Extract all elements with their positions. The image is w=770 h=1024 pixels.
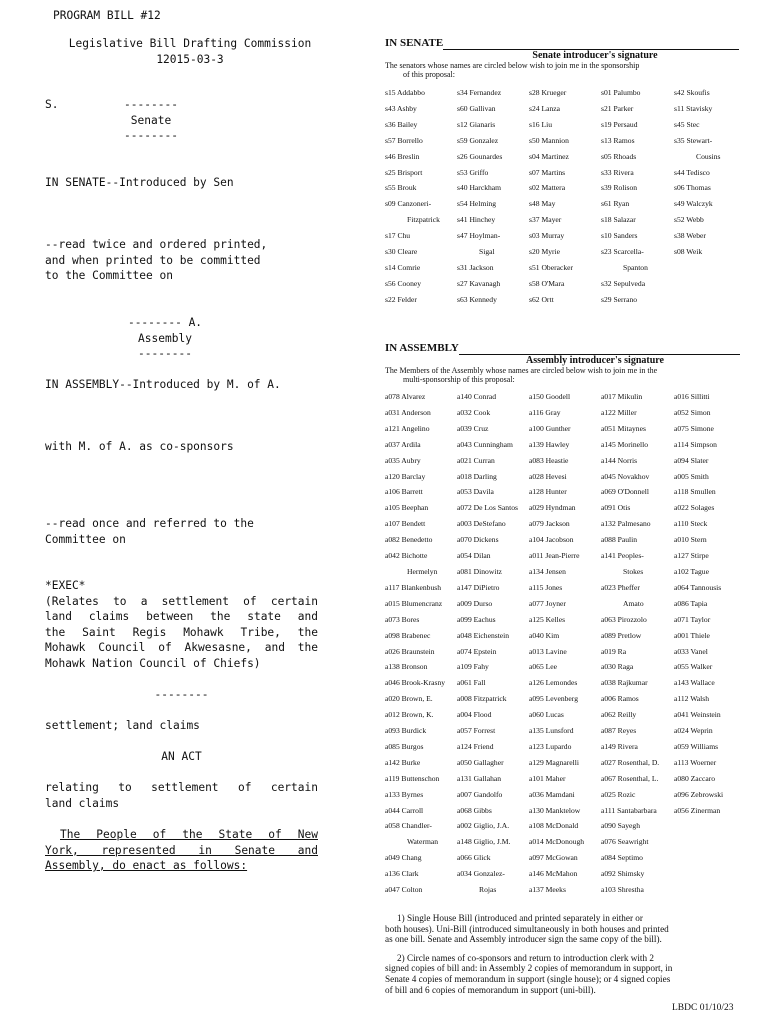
sponsor-name[interactable]: s35 Stewart- xyxy=(674,135,713,145)
an-act-heading: AN ACT xyxy=(161,750,202,763)
sponsor-name[interactable]: s31 Jackson xyxy=(457,262,494,272)
sponsor-name[interactable]: a022 Solages xyxy=(674,503,715,513)
sponsor-name[interactable]: a114 Simpson xyxy=(674,439,717,449)
sponsor-name[interactable]: a145 Morinello xyxy=(601,439,649,449)
sponsor-name[interactable]: s56 Cooney xyxy=(385,278,422,288)
sponsor-name[interactable]: a092 Shimsky xyxy=(601,869,645,879)
senate-signature-caption: Senate introducer's signature xyxy=(532,50,658,61)
sponsor-name[interactable]: s18 Salazar xyxy=(601,215,636,225)
sponsor-name[interactable] xyxy=(674,260,745,276)
sponsor-name[interactable]: a050 Gallagher xyxy=(457,757,504,767)
sponsor-name[interactable]: a109 Fahy xyxy=(457,662,489,672)
sponsor-name[interactable]: a001 Thiele xyxy=(674,630,710,640)
assembly-label: Assembly xyxy=(138,331,192,345)
sponsor-name[interactable]: s30 Cleare xyxy=(385,247,418,257)
sponsor-name[interactable]: a119 Buttenschon xyxy=(385,773,440,783)
sponsor-name[interactable]: s17 Chu xyxy=(385,231,411,241)
sponsor-name[interactable]: a020 Brown, E. xyxy=(385,694,433,704)
sponsor-name[interactable]: a115 Jones xyxy=(529,582,563,592)
sponsor-name[interactable]: s43 Ashby xyxy=(385,103,417,113)
relates-line: Mohawk Council of Akwesasne, and the xyxy=(45,641,318,654)
sponsor-name[interactable]: s23 Scarcella- xyxy=(601,247,644,257)
sponsor-name[interactable]: a072 De Los Santos xyxy=(457,503,518,513)
commission-header xyxy=(52,36,328,67)
sponsor-name[interactable]: s11 Stavisky xyxy=(674,103,713,113)
sponsor-name[interactable]: a120 Barclay xyxy=(385,471,426,481)
sponsor-name[interactable]: a147 DiPietro xyxy=(457,582,500,592)
sponsor-name[interactable]: a112 Walsh xyxy=(674,694,710,704)
instruction-line: The senators whose names are circled below wish to join me in the sponsorship xyxy=(385,61,640,70)
sponsor-name[interactable]: a091 Otis xyxy=(601,503,631,513)
sponsor-name[interactable]: a019 Ra xyxy=(601,646,627,656)
sponsor-name[interactable]: s45 Stec xyxy=(674,119,700,129)
sponsor-name[interactable]: a137 Meeks xyxy=(529,885,566,895)
sponsor-name[interactable]: Fitzpatrick xyxy=(407,215,440,225)
sponsor-name[interactable]: a066 Glick xyxy=(457,853,491,863)
sponsor-name[interactable]: s25 Brisport xyxy=(385,167,423,177)
sponsor-name[interactable]: a057 Forrest xyxy=(457,726,496,736)
sponsor-name[interactable]: a140 Conrad xyxy=(457,392,497,401)
sponsor-name[interactable]: a030 Raga xyxy=(601,662,634,672)
sponsor-name[interactable]: a023 Pheffer xyxy=(601,582,640,592)
note-single-house xyxy=(385,913,750,945)
sponsor-name[interactable]: s29 Serrano xyxy=(601,294,638,304)
sponsor-name[interactable]: a100 Gunther xyxy=(529,423,571,433)
bill-summary xyxy=(45,578,318,671)
relates-line: Mohawk Nation Council of Chiefs) xyxy=(45,656,261,670)
sponsor-name[interactable]: a002 Giglio, J.A. xyxy=(457,821,510,831)
sponsor-name[interactable]: s41 Hinchey xyxy=(457,215,496,225)
sponsor-name[interactable]: a104 Jacobson xyxy=(529,535,574,545)
keywords: settlement; land claims xyxy=(45,719,200,732)
sponsor-name[interactable]: s19 Persaud xyxy=(601,119,638,129)
senate-label: Senate xyxy=(130,113,172,127)
sponsor-name[interactable]: s60 Gallivan xyxy=(457,103,496,113)
assembly-signature-line xyxy=(385,342,745,355)
sponsor-name[interactable]: Cousins xyxy=(696,151,721,161)
sponsor-name[interactable]: a082 Benedetto xyxy=(385,535,433,545)
sponsor-name[interactable]: a138 Bronson xyxy=(385,662,428,672)
sponsor-name[interactable]: a125 Kelles xyxy=(529,614,566,624)
sponsor-name[interactable] xyxy=(674,818,745,834)
senate-member-roster xyxy=(385,85,745,308)
sponsor-name[interactable]: a146 McMahon xyxy=(529,869,578,879)
sponsor-name[interactable]: s03 Murray xyxy=(529,231,565,241)
sponsor-name[interactable]: a009 Durso xyxy=(457,598,493,608)
sponsor-name[interactable]: a097 McGowan xyxy=(529,853,578,863)
sponsor-name[interactable]: a058 Chandler- xyxy=(385,821,432,831)
instruction-line: of this proposal: xyxy=(403,70,455,79)
sponsor-name[interactable]: a134 Jensen xyxy=(529,566,566,576)
sponsor-name[interactable]: a006 Ramos xyxy=(601,694,639,704)
sponsor-name[interactable]: a043 Cunningham xyxy=(457,439,513,449)
sponsor-name[interactable]: s46 Breslin xyxy=(385,151,420,161)
senate-referral-line: to the Committee on xyxy=(45,269,173,282)
relates-line: the Saint Regis Mohawk Tribe, the xyxy=(45,625,318,639)
sponsor-name[interactable]: s52 Webb xyxy=(674,215,704,225)
sponsor-name[interactable]: a049 Chang xyxy=(385,853,422,863)
sponsor-name[interactable]: a015 Blumencranz xyxy=(385,598,443,608)
bill-number-blank: -------- xyxy=(124,98,178,111)
filing-notes xyxy=(385,913,750,995)
sponsor-name[interactable]: s22 Felder xyxy=(385,294,417,304)
sponsor-name[interactable]: s21 Parker xyxy=(601,103,634,113)
note-line: Senate 4 copies of memorandum in support (single house); or 4 signed copies xyxy=(385,973,671,984)
sponsor-name[interactable]: a106 Barrett xyxy=(385,487,423,497)
senate-referral xyxy=(45,237,267,284)
sponsor-name[interactable]: a105 Beephan xyxy=(385,503,429,513)
sponsor-name[interactable]: s48 May xyxy=(529,199,556,209)
sponsor-name[interactable]: a089 Pretlow xyxy=(601,630,642,640)
sponsor-name[interactable]: a025 Rozic xyxy=(601,789,636,799)
sponsor-name[interactable]: a032 Cook xyxy=(457,407,491,417)
sponsor-name[interactable]: a051 Mitaynes xyxy=(601,423,646,433)
sponsor-name[interactable]: a079 Jackson xyxy=(529,519,570,529)
sponsor-name[interactable]: s34 Fernandez xyxy=(457,88,502,97)
sponsor-name[interactable]: s37 Mayer xyxy=(529,215,562,225)
sponsor-name[interactable]: a131 Gallahan xyxy=(457,773,502,783)
sponsor-name[interactable]: a149 Rivera xyxy=(601,741,638,751)
sponsor-name[interactable]: a107 Bendett xyxy=(385,519,426,529)
sponsor-name[interactable]: a142 Burke xyxy=(385,757,421,767)
sponsor-name[interactable] xyxy=(674,882,745,898)
sponsor-name[interactable]: s32 Sepulveda xyxy=(601,278,646,288)
sponsor-name[interactable]: a068 Gibbs xyxy=(457,805,492,815)
sponsor-name[interactable]: a035 Aubry xyxy=(385,455,421,465)
sponsor-name[interactable]: a099 Eachus xyxy=(457,614,496,624)
sponsor-name[interactable]: s28 Krueger xyxy=(529,88,567,97)
sponsor-name[interactable]: a108 McDonald xyxy=(529,821,579,831)
sponsor-name[interactable]: a094 Slater xyxy=(674,455,709,465)
senate-signature-field[interactable] xyxy=(443,37,739,50)
sponsor-name[interactable]: a047 Colton xyxy=(385,885,423,895)
sponsor-name[interactable]: Stokes xyxy=(623,566,644,576)
sponsor-name[interactable]: s05 Rhoads xyxy=(601,151,637,161)
sponsor-name[interactable]: a012 Brown, K. xyxy=(385,710,434,720)
sponsor-name[interactable]: a148 Giglio, J.M. xyxy=(457,837,511,847)
sponsor-name[interactable]: a056 Zinerman xyxy=(674,805,721,815)
sponsor-name[interactable]: s24 Lanza xyxy=(529,103,560,113)
sponsor-name[interactable]: a144 Norris xyxy=(601,455,638,465)
sponsor-name[interactable]: a095 Levenberg xyxy=(529,694,578,704)
exec-tag: *EXEC* xyxy=(45,579,86,592)
enacting-clause xyxy=(45,827,318,874)
sponsor-name[interactable]: s02 Mattera xyxy=(529,183,566,193)
sponsor-name[interactable]: a087 Reyes xyxy=(601,726,637,736)
sponsor-name[interactable]: a055 Walker xyxy=(674,662,713,672)
sponsor-name[interactable]: a111 Santabarbara xyxy=(601,805,657,815)
enacting-line: The People of the State of New xyxy=(60,828,318,841)
sponsor-name[interactable]: s10 Sanders xyxy=(601,231,638,241)
sponsor-name[interactable]: a126 Lemondes xyxy=(529,678,578,688)
senate-bill-box xyxy=(108,97,194,144)
sponsor-name[interactable]: a016 Sillitti xyxy=(674,392,710,401)
sponsor-name[interactable] xyxy=(674,292,745,308)
sponsor-name[interactable]: a039 Cruz xyxy=(457,423,489,433)
sponsor-name[interactable] xyxy=(674,276,745,292)
sponsor-name[interactable]: a005 Smith xyxy=(674,471,709,481)
sponsor-name[interactable]: a086 Tapia xyxy=(674,598,708,608)
sponsor-name[interactable]: a150 Goodell xyxy=(529,392,571,401)
senate-introduction: IN SENATE--Introduced by Sen xyxy=(45,176,234,189)
bill-number-blank: -------- A. xyxy=(127,316,203,329)
sponsor-name[interactable]: s08 Weik xyxy=(674,247,703,257)
assembly-bill-box xyxy=(115,315,215,362)
sponsor-name[interactable]: a116 Gray xyxy=(529,407,561,417)
sponsor-name[interactable]: s14 Comrie xyxy=(385,262,421,272)
sponsor-name[interactable]: s63 Kennedy xyxy=(457,294,497,304)
sponsor-name[interactable]: s58 O'Mara xyxy=(529,278,565,288)
sponsor-name[interactable]: s39 Rolison xyxy=(601,183,638,193)
sponsor-name[interactable]: a010 Stern xyxy=(674,535,707,545)
sponsor-name[interactable]: a070 Dickens xyxy=(457,535,499,545)
sponsor-name[interactable]: s47 Hoylman- xyxy=(457,231,501,241)
sponsor-name[interactable]: a048 Eichenstein xyxy=(457,630,510,640)
sponsor-name[interactable]: a080 Zaccaro xyxy=(674,773,716,783)
note-line: 2) Circle names of co-sponsors and return to introduction clerk with 2 xyxy=(397,952,654,963)
sponsor-name[interactable]: s16 Liu xyxy=(529,119,552,129)
sponsor-name[interactable]: Sigal xyxy=(479,247,495,257)
note-line: of bill and 6 copies of memorandum in support (uni-bill). xyxy=(385,984,596,995)
sponsor-name[interactable]: s54 Helming xyxy=(457,199,497,209)
assembly-referral-line: --read once and referred to the xyxy=(45,517,254,530)
note-line: as one bill. Senate and Assembly introducer sign the same copy of the bill). xyxy=(385,934,662,945)
sponsor-name[interactable]: a046 Brook-Krasny xyxy=(385,678,446,688)
assembly-sponsorship-section xyxy=(385,342,745,898)
sponsor-name[interactable]: a033 Vanel xyxy=(674,646,708,656)
sponsor-name[interactable]: s01 Palumbo xyxy=(601,88,641,97)
sponsor-name[interactable]: a064 Tannousis xyxy=(674,582,722,592)
sponsor-name[interactable]: a093 Burdick xyxy=(385,726,427,736)
sponsor-name[interactable]: s27 Kavanagh xyxy=(457,278,501,288)
sponsor-name[interactable]: a133 Byrnes xyxy=(385,789,424,799)
sponsor-name[interactable]: a074 Epstein xyxy=(457,646,497,656)
sponsor-name[interactable]: a053 Davila xyxy=(457,487,494,497)
sponsor-name[interactable]: a040 Kim xyxy=(529,630,560,640)
sponsor-name[interactable]: s20 Myrie xyxy=(529,247,561,257)
sponsor-name[interactable]: s44 Tedisco xyxy=(674,167,710,177)
instruction-line: multi-sponsorship of this proposal: xyxy=(403,375,515,384)
sponsor-name[interactable]: s12 Gianaris xyxy=(457,119,496,129)
sponsor-name[interactable]: s36 Bailey xyxy=(385,119,418,129)
sponsor-name[interactable]: a130 Manktelow xyxy=(529,805,581,815)
enacting-line: York, represented in Senate and xyxy=(45,843,318,857)
sponsor-name[interactable]: a052 Simon xyxy=(674,407,711,417)
sponsor-name[interactable]: a090 Sayegh xyxy=(601,821,641,831)
sponsor-name[interactable]: a081 Dinowitz xyxy=(457,566,502,576)
sponsor-name[interactable]: a101 Maher xyxy=(529,773,566,783)
sponsor-name[interactable]: a084 Septimo xyxy=(601,853,643,863)
sponsor-name[interactable]: a059 Williams xyxy=(674,741,719,751)
sponsor-name[interactable]: s53 Griffo xyxy=(457,167,489,177)
senate-sponsorship-section xyxy=(385,37,745,308)
sponsor-name[interactable]: a013 Lavine xyxy=(529,646,567,656)
sponsor-name[interactable]: Rojas xyxy=(479,885,497,895)
sponsor-name[interactable]: a129 Magnarelli xyxy=(529,757,579,767)
sponsor-name[interactable]: s62 Ortt xyxy=(529,294,554,304)
sponsor-name[interactable]: a123 Lupardo xyxy=(529,741,572,751)
sponsor-name[interactable]: a143 Wallace xyxy=(674,678,715,688)
sponsor-name[interactable]: a037 Ardila xyxy=(385,439,421,449)
sponsor-name[interactable]: a127 Stirpe xyxy=(674,551,709,561)
sponsor-name[interactable]: a139 Hawley xyxy=(529,439,570,449)
sponsor-name[interactable]: s15 Addabbo xyxy=(385,88,425,97)
sponsor-name[interactable]: a136 Clark xyxy=(385,869,419,879)
sponsor-name[interactable]: a065 Lee xyxy=(529,662,558,672)
sponsor-name[interactable]: a003 DeStefano xyxy=(457,519,506,529)
senate-sponsor-instructions xyxy=(385,61,745,79)
sponsor-name[interactable]: a024 Weprin xyxy=(674,726,713,736)
sponsor-name[interactable]: s26 Gounardes xyxy=(457,151,503,161)
assembly-introduction: IN ASSEMBLY--Introduced by M. of A. xyxy=(45,378,281,391)
sponsor-name[interactable]: s55 Brouk xyxy=(385,183,417,193)
sponsor-name[interactable]: a063 Pirozzolo xyxy=(601,614,647,624)
sponsor-name[interactable]: a007 Gandolfo xyxy=(457,789,503,799)
sponsor-name[interactable]: s06 Thomas xyxy=(674,183,711,193)
sponsor-name[interactable]: a038 Rajkumar xyxy=(601,678,648,688)
note-line: both houses). Uni-Bill (introduced simultaneously in both houses and printed xyxy=(385,923,669,934)
sponsor-name[interactable]: a018 Darling xyxy=(457,471,497,481)
sponsor-name[interactable]: a008 Fitzpatrick xyxy=(457,694,507,704)
sponsor-name[interactable]: s57 Borrello xyxy=(385,135,423,145)
sponsor-name[interactable]: a103 Shrestha xyxy=(601,885,644,895)
sponsor-name[interactable]: a054 Dilan xyxy=(457,551,491,561)
sponsor-name[interactable]: a027 Rosenthal, D. xyxy=(601,757,660,767)
form-code: LBDC 01/10/23 xyxy=(672,1003,734,1013)
sponsor-name[interactable]: s59 Gonzalez xyxy=(457,135,499,145)
sponsor-name[interactable]: s61 Ryan xyxy=(601,199,630,209)
sponsor-name[interactable]: a088 Paulin xyxy=(601,535,638,545)
sponsor-name[interactable]: a076 Seawright xyxy=(601,837,649,847)
senate-signature-line xyxy=(385,37,745,50)
sponsor-name[interactable]: a075 Simone xyxy=(674,423,714,433)
enacting-line: Assembly, do enact as follows: xyxy=(45,859,248,872)
relating-line: relating to settlement of certain xyxy=(45,781,318,794)
commission-code: 12015-03-3 xyxy=(156,52,224,66)
sponsor-name[interactable] xyxy=(674,850,745,866)
assembly-signature-caption: Assembly introducer's signature xyxy=(526,355,664,366)
relates-line: land claims between the state and xyxy=(45,610,318,623)
assembly-sponsor-instructions xyxy=(385,366,745,384)
sponsor-name[interactable]: s42 Skoufis xyxy=(674,88,710,97)
assembly-member-roster xyxy=(385,389,745,898)
senate-referral-line: --read twice and ordered printed, xyxy=(45,238,268,251)
senate-heading: IN SENATE xyxy=(385,37,444,49)
assembly-referral xyxy=(45,516,254,547)
sponsor-name[interactable]: a117 Blankenbush xyxy=(385,582,442,592)
relating-clause xyxy=(45,780,318,811)
sponsor-name[interactable]: a034 Gonzalez- xyxy=(457,869,505,879)
sponsor-name[interactable]: a011 Jean-Pierre xyxy=(529,551,580,561)
sponsor-name[interactable]: a017 Mikulin xyxy=(601,392,643,401)
sponsor-name[interactable]: a004 Flood xyxy=(457,710,492,720)
sponsor-name[interactable]: s49 Walczyk xyxy=(674,199,713,209)
sponsor-name[interactable]: s04 Martinez xyxy=(529,151,569,161)
sponsor-name[interactable]: a077 Joyner xyxy=(529,598,566,608)
sponsor-name[interactable]: a028 Hevesi xyxy=(529,471,567,481)
sponsor-name[interactable]: a098 Brabenec xyxy=(385,630,431,640)
separator: -------- xyxy=(154,688,209,701)
sponsor-name[interactable]: a029 Hyndman xyxy=(529,503,576,513)
sponsor-name[interactable]: s09 Canzoneri- xyxy=(385,199,432,209)
sponsor-name[interactable]: Hermelyn xyxy=(407,566,438,576)
sponsor-name[interactable]: a044 Carroll xyxy=(385,805,424,815)
sponsor-name[interactable]: a031 Anderson xyxy=(385,407,431,417)
bill-number-blank: -------- xyxy=(138,347,192,360)
sponsor-name[interactable]: a135 Lunsford xyxy=(529,726,574,736)
senate-bill-prefix: S. xyxy=(45,98,59,111)
sponsor-name[interactable]: s07 Martins xyxy=(529,167,566,177)
sponsor-name[interactable] xyxy=(674,834,745,850)
sponsor-name[interactable]: s33 Rivera xyxy=(601,167,634,177)
sponsor-name[interactable]: a128 Hunter xyxy=(529,487,567,497)
sponsor-name[interactable]: a021 Curran xyxy=(457,455,495,465)
sponsor-name[interactable]: a042 Bichotte xyxy=(385,551,428,561)
sponsor-name[interactable]: a141 Peoples- xyxy=(601,551,644,561)
sponsor-name[interactable]: a041 Weinstein xyxy=(674,710,721,720)
relates-line: (Relates to a settlement of certain xyxy=(45,594,318,608)
instruction-line: The Members of the Assembly whose names are circled below wish to join me in the xyxy=(385,366,658,375)
sponsor-name[interactable]: a083 Heastie xyxy=(529,455,569,465)
sponsor-name[interactable]: s50 Mannion xyxy=(529,135,569,145)
sponsor-name[interactable]: a124 Friend xyxy=(457,741,494,751)
sponsor-name[interactable]: a102 Tague xyxy=(674,566,709,576)
sponsor-name[interactable]: s40 Harckham xyxy=(457,183,502,193)
note-line: signed copies of bill and: in Assembly 2 copies of memorandum in support, in xyxy=(385,963,673,974)
sponsor-name[interactable]: a132 Palmesano xyxy=(601,519,651,529)
sponsor-name[interactable]: a078 Alvarez xyxy=(385,392,426,401)
program-bill-number: PROGRAM BILL #12 xyxy=(53,9,161,22)
note-cosponsor-instructions xyxy=(385,953,750,995)
sponsor-name[interactable]: a113 Woerner xyxy=(674,757,717,767)
sponsor-name[interactable]: a096 Zebrowski xyxy=(674,789,724,799)
sponsor-name[interactable]: a062 Reilly xyxy=(601,710,637,720)
sponsor-name[interactable]: a069 O'Donnell xyxy=(601,487,649,497)
cosponsors-line: with M. of A. as co-sponsors xyxy=(45,440,234,453)
sponsor-name[interactable]: a060 Lucas xyxy=(529,710,564,720)
assembly-heading: IN ASSEMBLY xyxy=(385,342,459,354)
sponsor-name[interactable]: Waterman xyxy=(407,837,439,847)
assembly-signature-field[interactable] xyxy=(459,342,740,355)
sponsor-name[interactable]: s51 Oberacker xyxy=(529,262,574,272)
sponsor-name[interactable]: a026 Braunstein xyxy=(385,646,435,656)
sponsor-name[interactable]: Amato xyxy=(623,598,644,608)
sponsor-name[interactable]: a067 Rosenthal, L. xyxy=(601,773,659,783)
sponsor-name[interactable]: s13 Ramos xyxy=(601,135,635,145)
relating-line: land claims xyxy=(45,796,120,810)
sponsor-name[interactable]: a061 Fall xyxy=(457,678,486,688)
sponsor-name[interactable]: a110 Steck xyxy=(674,519,708,529)
assembly-referral-line: Committee on xyxy=(45,532,126,546)
sponsor-name[interactable]: a085 Burgos xyxy=(385,741,424,751)
sponsor-name[interactable]: a071 Taylor xyxy=(674,614,711,624)
sponsor-name[interactable]: a118 Smullen xyxy=(674,487,716,497)
bill-number-blank: -------- xyxy=(124,129,178,142)
sponsor-name[interactable]: a045 Novakhov xyxy=(601,471,650,481)
sponsor-name[interactable]: a073 Bores xyxy=(385,614,420,624)
sponsor-name[interactable] xyxy=(674,866,745,882)
sponsor-name[interactable]: Spanton xyxy=(623,262,648,272)
sponsor-name[interactable]: a014 McDonough xyxy=(529,837,585,847)
sponsor-name[interactable]: a122 Miller xyxy=(601,407,637,417)
sponsor-name[interactable]: a036 Mamdani xyxy=(529,789,575,799)
sponsor-name[interactable]: a121 Angelino xyxy=(385,423,430,433)
note-line: 1) Single House Bill (introduced and printed separately in either or xyxy=(397,913,643,923)
sponsor-name[interactable]: s38 Weber xyxy=(674,231,706,241)
commission-name: Legislative Bill Drafting Commission xyxy=(68,37,312,50)
senate-referral-line: and when printed to be committed xyxy=(45,253,261,267)
